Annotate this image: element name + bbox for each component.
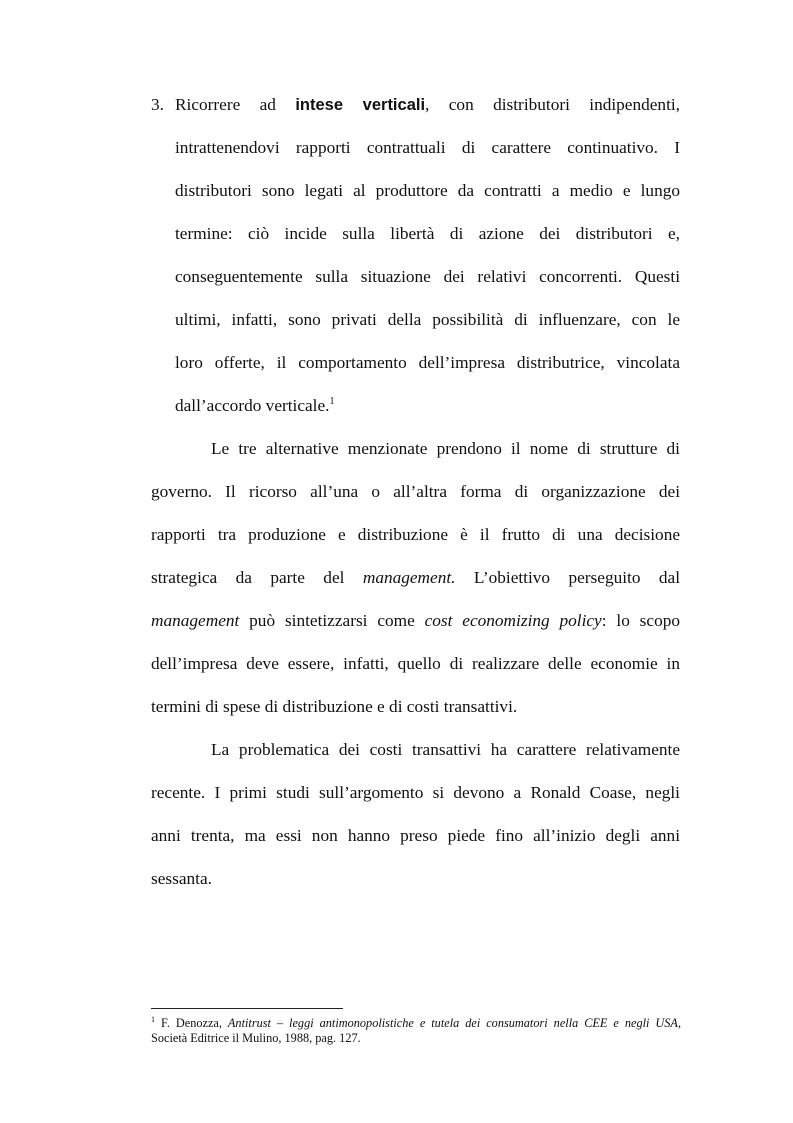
list-item-line-6: ultimi, infatti, sono privati della possibilità di influenzare, con le — [175, 310, 680, 329]
paragraph1-line-1: Le tre alternative menzionate prendono il nome di strutture di — [211, 439, 680, 458]
paragraph1-line-2: governo. Il ricorso all’una o all’altra forma di organizzazione dei — [151, 482, 680, 501]
footnote-line-1: $^1$ F. Denozza, Antitrust – leggi antimonopolistiche e tutela dei consumatori nella CEE e negli USA, — [151, 1015, 682, 1030]
list-item-line-5: conseguentemente sulla situazione dei relativi concorrenti. Questi — [175, 267, 680, 286]
list-item-number: 3. — [151, 95, 164, 114]
paragraph1-line-7: termini di spese di distribuzione e di costi transattivi. — [151, 697, 518, 716]
paragraph2-line-1: La problematica dei costi transattivi ha carattere relativamente — [211, 740, 680, 759]
paragraph2-line-4: sessanta. — [151, 869, 212, 888]
paragraph1-line-3: rapporti tra produzione e distribuzione è il frutto di una decisione — [151, 525, 680, 544]
list-item-line-3: distributori sono legati al produttore da contratti a medio e lungo — [175, 181, 680, 200]
paragraph2-line-3: anni trenta, ma essi non hanno preso piede fino all’inizio degli anni — [151, 826, 680, 845]
list-item-line-8: dall’accordo verticale.$^1$ — [175, 396, 335, 415]
paragraph2-line-2: recente. I primi studi sull’argomento si devono a Ronald Coase, negli — [151, 783, 680, 802]
list-item-line-2: intrattenendovi rapporti contrattuali di carattere continuativo. I — [175, 138, 680, 157]
paragraph1-line-6: dell’impresa deve essere, infatti, quello di realizzare delle economie in — [151, 654, 680, 673]
list-item-line-7: loro offerte, il comportamento dell’impresa distributrice, vincolata — [175, 353, 680, 372]
footnote-marker: 1 — [151, 1015, 155, 1024]
paragraph1-line-4: strategica da parte del management. L’obiettivo perseguito dal — [151, 568, 680, 587]
list-item-line-4: termine: ciò incide sulla libertà di azione dei distributori e, — [175, 224, 680, 243]
footnote-line-2: Società Editrice il Mulino, 1988, pag. 127. — [151, 1031, 361, 1045]
paragraph1-line-5: management può sintetizzarsi come cost economizing policy: lo scopo — [151, 611, 680, 630]
footnote-separator — [151, 1008, 343, 1009]
bold-term: intese verticali — [295, 96, 426, 114]
list-item-line-1: Ricorrere ad intese verticali, con distributori indipendenti, — [175, 95, 680, 114]
footnote-reference[interactable]: 1 — [329, 396, 335, 407]
